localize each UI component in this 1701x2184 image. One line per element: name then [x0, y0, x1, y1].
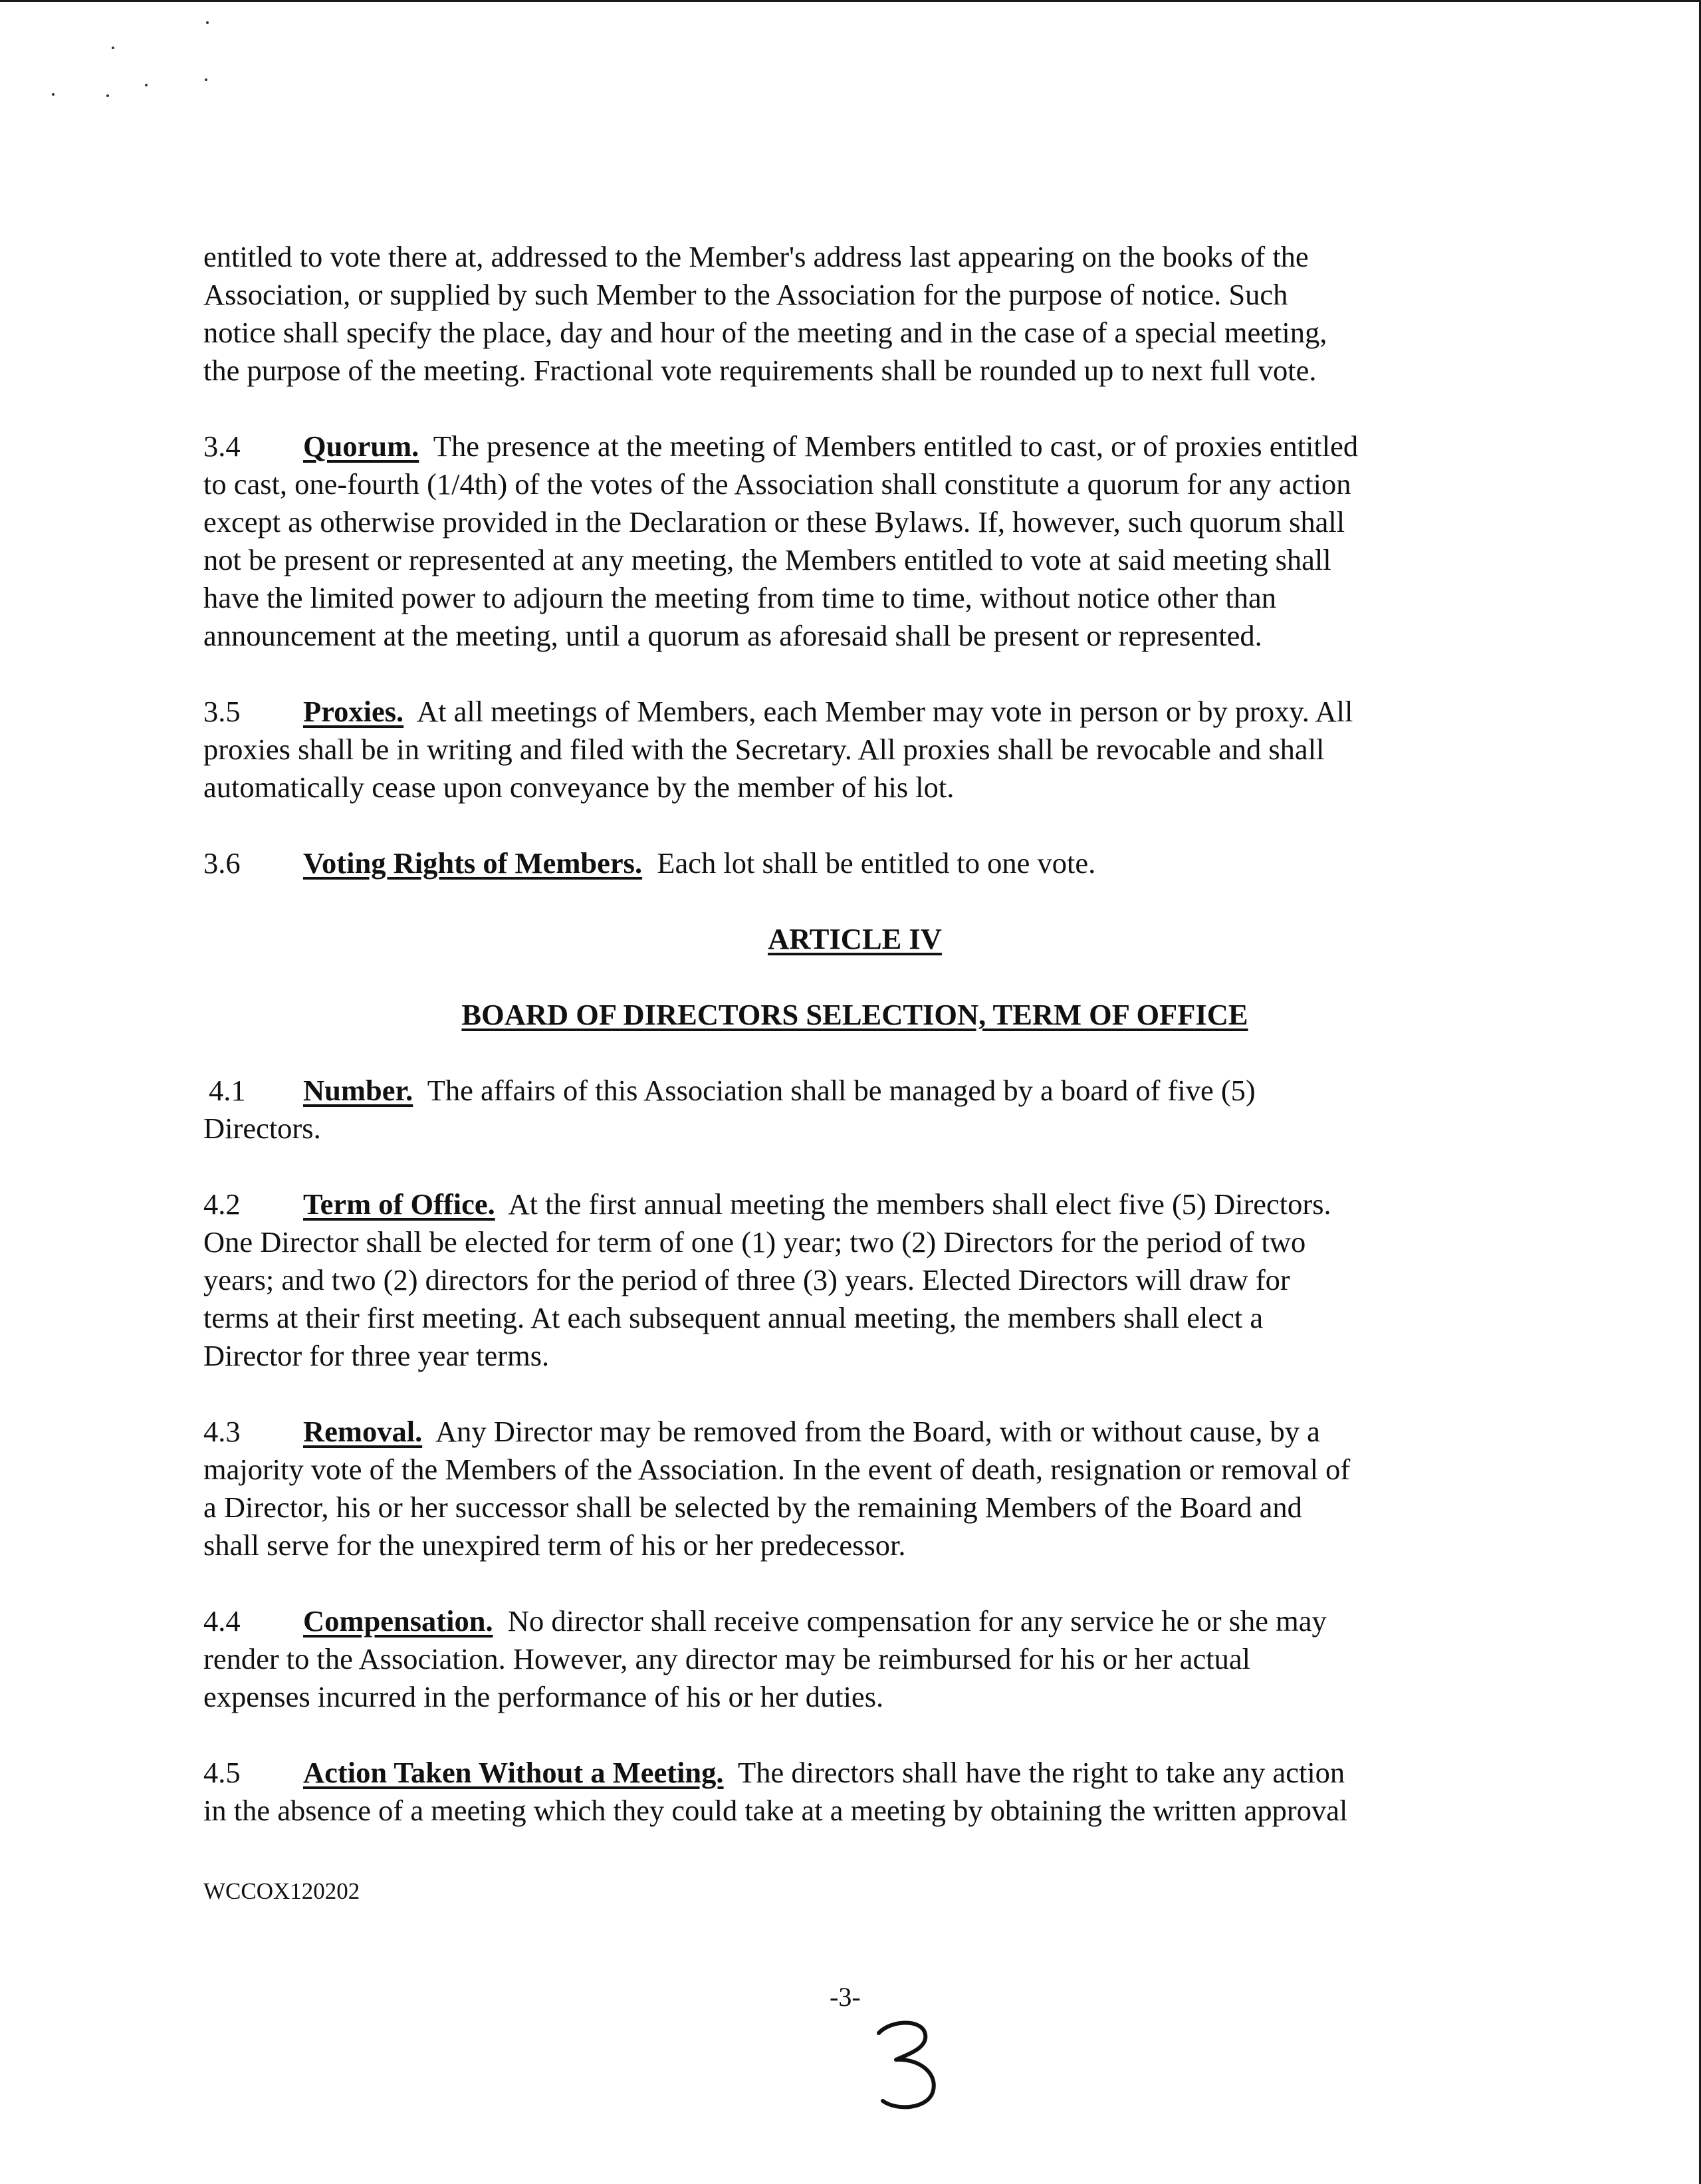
text-line: render to the Association. However, any director may be reimbursed for his or her actual	[203, 1642, 1250, 1675]
section-number: 4.4	[203, 1604, 241, 1638]
text-line: No director shall receive compensation for any service he or she may	[507, 1604, 1327, 1638]
document-id: WCCOX120202	[203, 1878, 360, 1904]
text-line: not be present or represented at any meeting, the Members entitled to vote at said meeting shall	[203, 543, 1331, 576]
section-heading: Proxies.	[303, 695, 404, 728]
text-line: a Director, his or her successor shall be selected by the remaining Members of the Board and	[203, 1491, 1302, 1524]
text-line: Each lot shall be entitled to one vote.	[657, 846, 1096, 880]
article-subtitle: BOARD OF DIRECTORS SELECTION, TERM OF OFFICE	[461, 998, 1248, 1031]
scan-speck	[106, 94, 109, 97]
scan-speck	[206, 21, 209, 24]
text-line: except as otherwise provided in the Declaration or these Bylaws. If, however, such quorum shall	[203, 505, 1345, 539]
text-line: At all meetings of Members, each Member may vote in person or by proxy. All	[416, 695, 1353, 728]
text-line: shall serve for the unexpired term of his or her predecessor.	[203, 1528, 906, 1562]
text-line: years; and two (2) directors for the period of three (3) years. Elected Directors will draw for	[203, 1263, 1290, 1296]
text-line: The directors shall have the right to take any action	[738, 1756, 1345, 1789]
section-heading: Voting Rights of Members.	[303, 846, 643, 880]
scan-speck	[52, 93, 55, 96]
scan-speck	[112, 47, 114, 49]
text-line: One Director shall be elected for term of one (1) year; two (2) Directors for the period of two	[203, 1225, 1306, 1259]
section-4-5	[203, 1754, 1506, 1830]
article-title: ARTICLE IV	[768, 922, 942, 955]
text-line: proxies shall be in writing and filed with the Secretary. All proxies shall be revocable and shall	[203, 733, 1325, 766]
text-line: in the absence of a meeting which they could take at a meeting by obtaining the written approval	[203, 1794, 1348, 1827]
text-line: Any Director may be removed from the Board, with or without cause, by a	[435, 1415, 1320, 1448]
page-number: -3-	[830, 1982, 861, 2012]
text-line: The presence at the meeting of Members entitled to cast, or of proxies entitled	[433, 429, 1359, 463]
handwritten-page-number	[864, 2014, 957, 2114]
section-3-4	[203, 427, 1506, 655]
text-line: to cast, one-fourth (1/4th) of the votes of the Association shall constitute a quorum for any action	[203, 467, 1351, 501]
text-line: notice shall specify the place, day and hour of the meeting and in the case of a special meeting,	[203, 316, 1327, 349]
section-heading: Term of Office.	[303, 1187, 495, 1221]
text-line: The affairs of this Association shall be managed by a board of five (5)	[427, 1074, 1256, 1107]
section-3-5	[203, 693, 1506, 806]
text-line: Association, or supplied by such Member to the Association for the purpose of notice. Such	[203, 278, 1288, 311]
scan-speck	[205, 78, 207, 81]
text-line: terms at their first meeting. At each subsequent annual meeting, the members shall elect a	[203, 1301, 1264, 1334]
page-edge-top	[0, 0, 1701, 2]
text-line: expenses incurred in the performance of his or her duties.	[203, 1680, 884, 1713]
section-number: 3.6	[203, 846, 241, 880]
section-heading: Number.	[303, 1074, 413, 1107]
section-number: 4.2	[203, 1187, 241, 1221]
section-heading: Removal.	[303, 1415, 423, 1448]
text-line: the purpose of the meeting. Fractional vote requirements shall be rounded up to next full vote.	[203, 354, 1317, 387]
paragraph-continuation	[203, 238, 1506, 390]
section-number: 4.5	[203, 1756, 241, 1789]
text-line: At the first annual meeting the members shall elect five (5) Directors.	[508, 1187, 1331, 1221]
section-heading: Quorum.	[303, 429, 419, 463]
text-line: automatically cease upon conveyance by the member of his lot.	[203, 771, 955, 804]
section-4-1	[203, 1072, 1506, 1148]
section-number: 3.5	[203, 695, 241, 728]
text-line: majority vote of the Members of the Association. In the event of death, resignation or removal of	[203, 1453, 1351, 1486]
text-line: Directors.	[203, 1112, 321, 1145]
text-line: have the limited power to adjourn the meeting from time to time, without notice other than	[203, 581, 1276, 614]
text-line: Director for three year terms.	[203, 1339, 550, 1372]
text-line: announcement at the meeting, until a quorum as aforesaid shall be present or represented.	[203, 619, 1262, 652]
section-4-3	[203, 1413, 1506, 1564]
section-3-6	[203, 844, 1506, 882]
scan-speck	[145, 84, 148, 86]
section-number: 4.1	[209, 1074, 246, 1107]
section-heading: Action Taken Without a Meeting.	[303, 1756, 724, 1789]
document-body	[203, 238, 1506, 1868]
section-number: 3.4	[203, 429, 241, 463]
section-heading: Compensation.	[303, 1604, 493, 1638]
text-line: entitled to vote there at, addressed to the Member's address last appearing on the books of the	[203, 240, 1309, 273]
section-4-2	[203, 1185, 1506, 1375]
section-number: 4.3	[203, 1415, 241, 1448]
section-4-4	[203, 1602, 1506, 1716]
